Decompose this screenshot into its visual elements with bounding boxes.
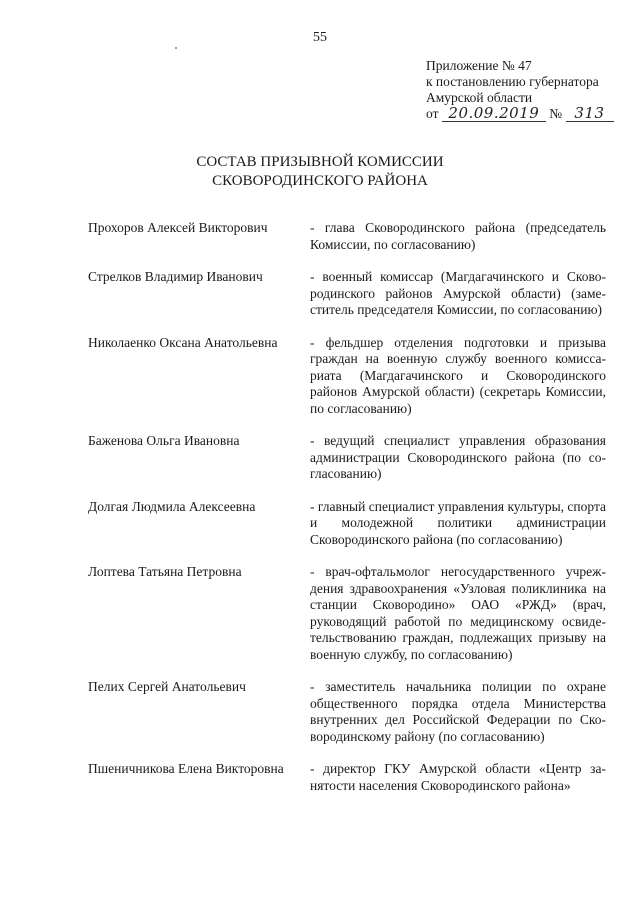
member-role: - заместитель начальника полиции по охране общественного порядка отдела Министерства внутренних дел Российской Федерации по Сковородинскому району (по согласованию) [310,679,606,744]
member-name: Николаенко Оксана Анатольевна [88,334,278,350]
member-name: Баженова Ольга Ивановна [88,433,240,448]
member-row [88,499,608,549]
members-list [88,220,608,810]
handwritten-date: 20.09.2019 [448,104,540,122]
page-number: 55 [313,30,327,45]
scan-artifact [175,47,177,49]
handwritten-number: 313 [574,104,605,122]
member-row [88,761,608,794]
member-role: - военный комиссар (Магдагачинского и Сковородинского районов Амурской области) (заместитель председателя Комиссии, по согласованию) [310,269,606,317]
appendix-date-number-line [426,106,614,122]
member-role: - глава Сковородинского района (председатель Комиссии, по согласованию) [310,220,606,252]
appendix-reference: к постановлению губернатора [426,74,599,89]
member-name: Стрелков Владимир Иванович [88,269,263,284]
member-name: Прохоров Алексей Викторович [88,220,268,235]
member-role: - директор ГКУ Амурской области «Центр занятости населения Сковородинского района» [310,761,606,793]
appendix-title: Приложение № 47 [426,58,532,73]
member-row [88,335,608,418]
member-role: - ведущий специалист управления образования администрации Сковородинского района (по согласованию) [310,433,606,481]
appendix-region: Амурской области [426,90,533,105]
member-name: Долгая Людмила Алексеевна [88,498,256,514]
member-role: - главный специалист управления культуры, спорта и молодежной политики администрации Сковородинского района (по согласованию) [310,498,606,547]
member-role: - врач-офтальмолог негосударственного учреждения здравоохранения «Узловая поликлиника на станции Сковородино» ОАО «РЖД» (врач, руководящий работой по медицинскому освидетельствованию граждан, подлежащих призыву на военную службу, по согласованию) [310,564,606,662]
document-title [0,153,640,191]
member-row [88,220,608,253]
member-row [88,679,608,745]
member-row [88,564,608,663]
member-row [88,269,608,319]
number-prefix: № [549,106,563,121]
member-role: - фельдшер отделения подготовки и призыва граждан на военную службу военного комиссариата (Магдагачинского и Сковородинского районов Амурской области) (секретарь Комиссии, по согласованию) [310,334,606,416]
member-name: Пшеничникова Елена Викторовна [88,761,284,776]
title-line-2: СКОВОРОДИНСКОГО РАЙОНА [212,173,428,189]
member-row [88,433,608,483]
member-name: Лоптева Татьяна Петровна [88,564,242,579]
title-line-1: СОСТАВ ПРИЗЫВНОЙ КОМИССИИ [196,154,444,170]
appendix-block [426,58,614,122]
member-name: Пелих Сергей Анатольевич [88,679,246,694]
date-prefix: от [426,106,439,121]
